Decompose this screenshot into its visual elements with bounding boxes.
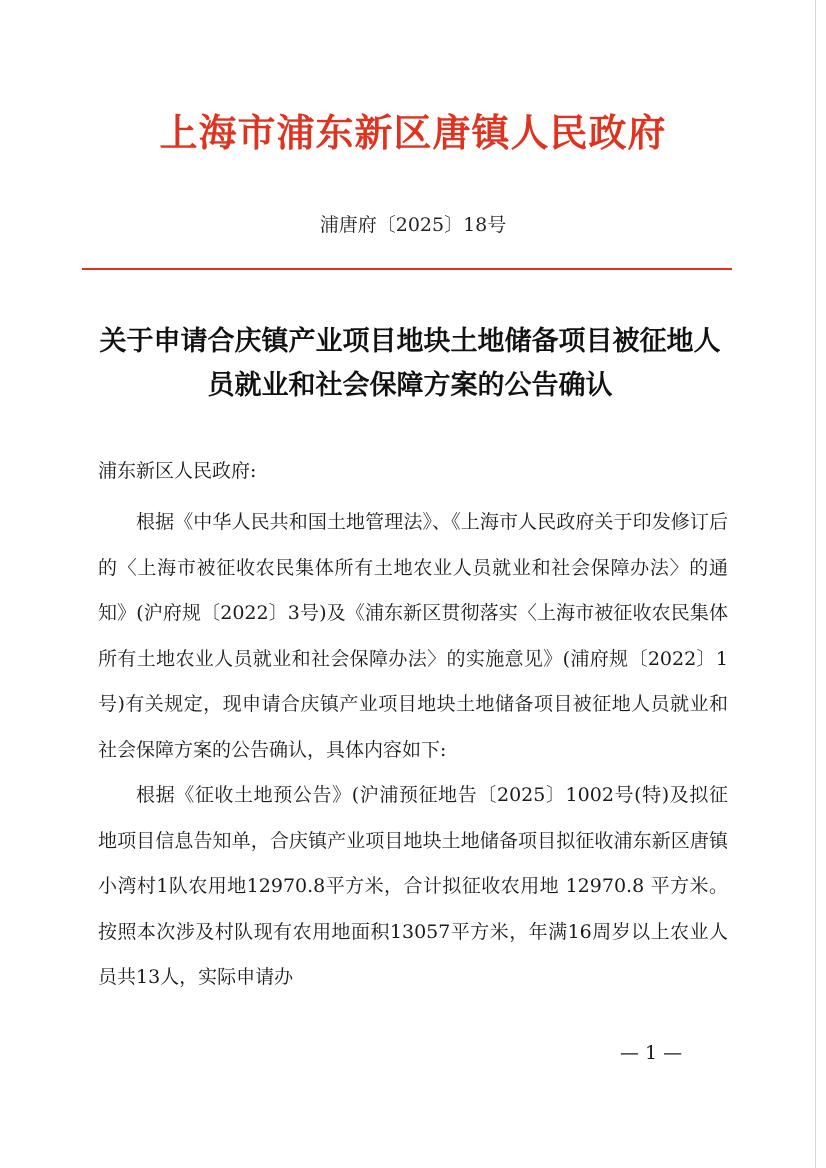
body-paragraph: 根据《征收土地预公告》(沪浦预征地告〔2025〕1002号(特)及拟征地项目信息告知单，合庆镇产业项目地块土地储备项目拟征收浦东新区唐镇小湾村1队农用地12970.8平方米，合计拟征收农用地 12970.8 平方米。按照本次涉及村队现有农用地面积13057平方米，年满16周岁以上农业人员共13人，实际申请办	[98, 784, 728, 988]
page-edge-line	[815, 0, 816, 1168]
document-title: 关于申请合庆镇产业项目地块土地储备项目被征地人员就业和社会保障方案的公告确认	[99, 326, 721, 401]
organization-header: 上海市浦东新区唐镇人民政府	[159, 111, 667, 155]
document-number: 浦唐府〔2025〕18号	[319, 214, 507, 236]
red-divider-line	[82, 268, 732, 270]
document-body	[98, 500, 728, 1001]
salutation: 浦东新区人民政府:	[98, 460, 257, 482]
body-paragraph: 根据《中华人民共和国土地管理法》、《上海市人民政府关于印发修订后的〈上海市被征收农民集体所有土地农业人员就业和社会保障办法〉的通知》(沪府规〔2022〕3号)及《浦东新区贯彻落实〈上海市被征收农民集体所有土地农业人员就业和社会保障办法〉的实施意见》(浦府规〔2022〕1号)有关规定，现申请合庆镇产业项目地块土地储备项目被征地人员就业和社会保障方案的公告确认，具体内容如下:	[98, 511, 728, 761]
page-number: — 1 —	[620, 1042, 683, 1064]
